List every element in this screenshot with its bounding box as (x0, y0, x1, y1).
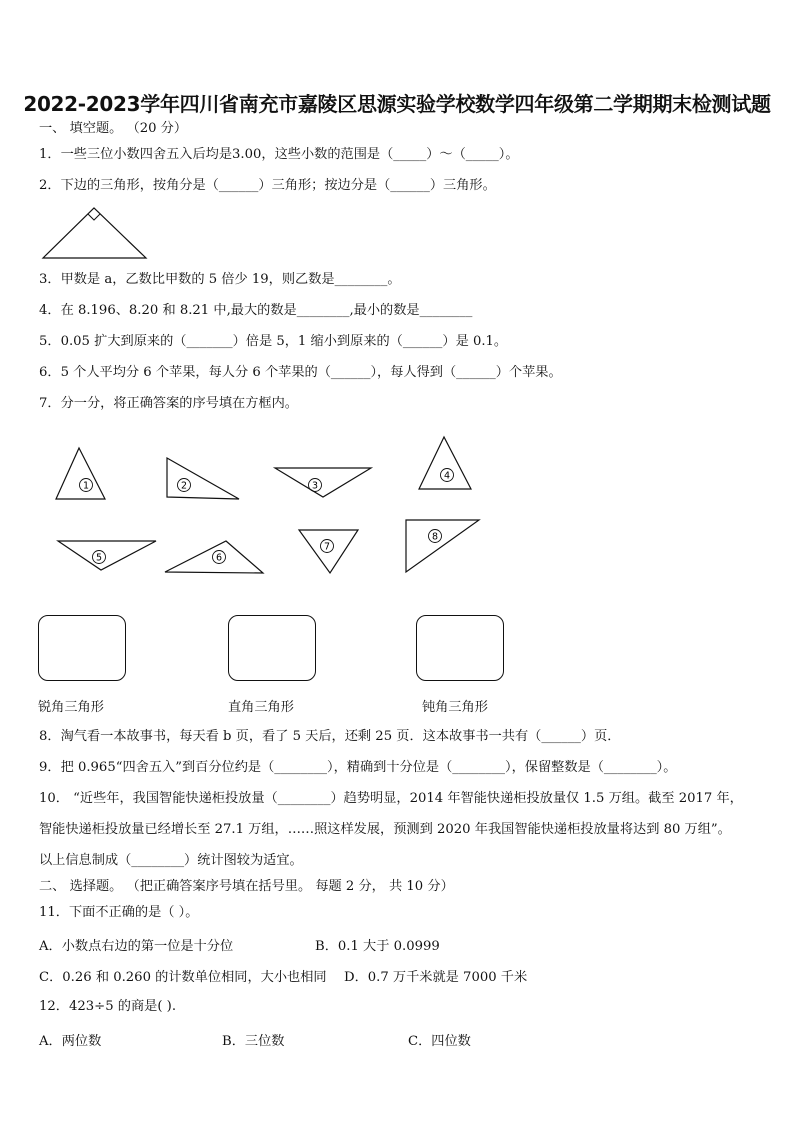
right-triangle-answer-box[interactable] (228, 615, 316, 681)
triangle-label-5 (92, 548, 102, 561)
question-5: 5．0.05 扩大到原来的（_______）倍是 5，1 缩小到原来的（______）是 0.1。 (39, 334, 508, 349)
triangle-number-7: 7 (323, 541, 331, 553)
acute-triangle-answer-box[interactable] (38, 615, 126, 681)
question-11-option-d: D．0.7 万千米就是 7000 千米 (344, 970, 528, 985)
triangle-label-6 (212, 548, 222, 561)
triangle-1 (56, 448, 105, 499)
triangle-label-7 (320, 537, 330, 550)
section-fill-blank-heading: 一、 填空题。 （20 分） (39, 121, 188, 136)
triangle-label-1 (79, 476, 89, 489)
question-12: 12．423÷5 的商是( ). (39, 999, 177, 1014)
triangle-number-3: 3 (311, 480, 319, 492)
obtuse-triangle-answer-box[interactable] (416, 615, 504, 681)
question-11-option-a: A．小数点右边的第一位是十分位 (39, 939, 234, 954)
question-3: 3．甲数是 a，乙数比甲数的 5 倍少 19，则乙数是________。 (39, 272, 401, 287)
triangle-number-1: 1 (82, 480, 90, 492)
question-12-option-b: B．三位数 (222, 1034, 285, 1049)
obtuse-triangle-label: 钝角三角形 (422, 700, 488, 715)
triangle-label-2 (177, 476, 187, 489)
triangle-5 (58, 541, 156, 570)
triangle-number-2: 2 (180, 480, 188, 492)
question-10-line-2: 智能快递柜投放量已经增长至 27.1 万组，……照这样发展，预测到 2020 年我国智能快递柜投放量将达到 80 万组”。 (39, 822, 731, 837)
question-11-option-b: B．0.1 大于 0.0999 (315, 939, 440, 954)
page-title: 2022-2023学年四川省南充市嘉陵区思源实验学校数学四年级第二学期期末检测试题 (23, 92, 771, 116)
question-11-option-c: C．0.26 和 0.260 的计数单位相同，大小也相同 (39, 970, 327, 985)
triangle-label-8 (428, 527, 438, 540)
question-11: 11．下面不正确的是（ ）。 (39, 905, 199, 920)
triangle-label-4 (440, 466, 450, 479)
triangle-3 (275, 468, 371, 497)
question-1: 1．一些三位小数四舍五入后均是3.00，这些小数的范围是（_____）～（_____）。 (39, 147, 519, 162)
question-10-line-1: 10． “近些年，我国智能快递柜投放量（________）趋势明显，2014 年智能快递柜投放量仅 1.5 万组。截至 2017 年， (39, 791, 743, 806)
acute-triangle-label: 锐角三角形 (38, 700, 104, 715)
right-triangle-figure (43, 208, 146, 258)
triangle-label-3 (308, 476, 318, 489)
triangle-8 (406, 520, 479, 572)
triangle-number-6: 6 (215, 552, 223, 564)
section-choice-heading: 二、 选择题。 （把正确答案序号填在括号里。 每题 2 分， 共 10 分） (39, 879, 454, 894)
question-6: 6．5 个人平均分 6 个苹果，每人分 6 个苹果的（______），每人得到（______）个苹果。 (39, 365, 562, 380)
question-10-line-3: 以上信息制成（________）统计图较为适宜。 (39, 853, 303, 868)
question-4: 4．在 8.196、8.20 和 8.21 中,最大的数是________,最小的数是________ (39, 303, 473, 318)
question-12-option-c: C．四位数 (408, 1034, 471, 1049)
question-7: 7．分一分，将正确答案的序号填在方框内。 (39, 396, 298, 411)
right-triangle-label: 直角三角形 (228, 700, 294, 715)
question-8: 8．淘气看一本故事书，每天看 b 页，看了 5 天后，还剩 25 页．这本故事书一共有（______）页． (39, 729, 621, 744)
question-12-option-a: A．两位数 (39, 1034, 102, 1049)
question-9: 9．把 0.965“四舍五入”到百分位约是（________），精确到十分位是（________），保留整数是（________）。 (39, 760, 677, 775)
triangle-number-8: 8 (431, 531, 439, 543)
triangle-number-4: 4 (443, 470, 451, 482)
triangle-number-5: 5 (95, 552, 103, 564)
question-2: 2．下边的三角形，按角分是（______）三角形；按边分是（______）三角形。 (39, 178, 496, 193)
